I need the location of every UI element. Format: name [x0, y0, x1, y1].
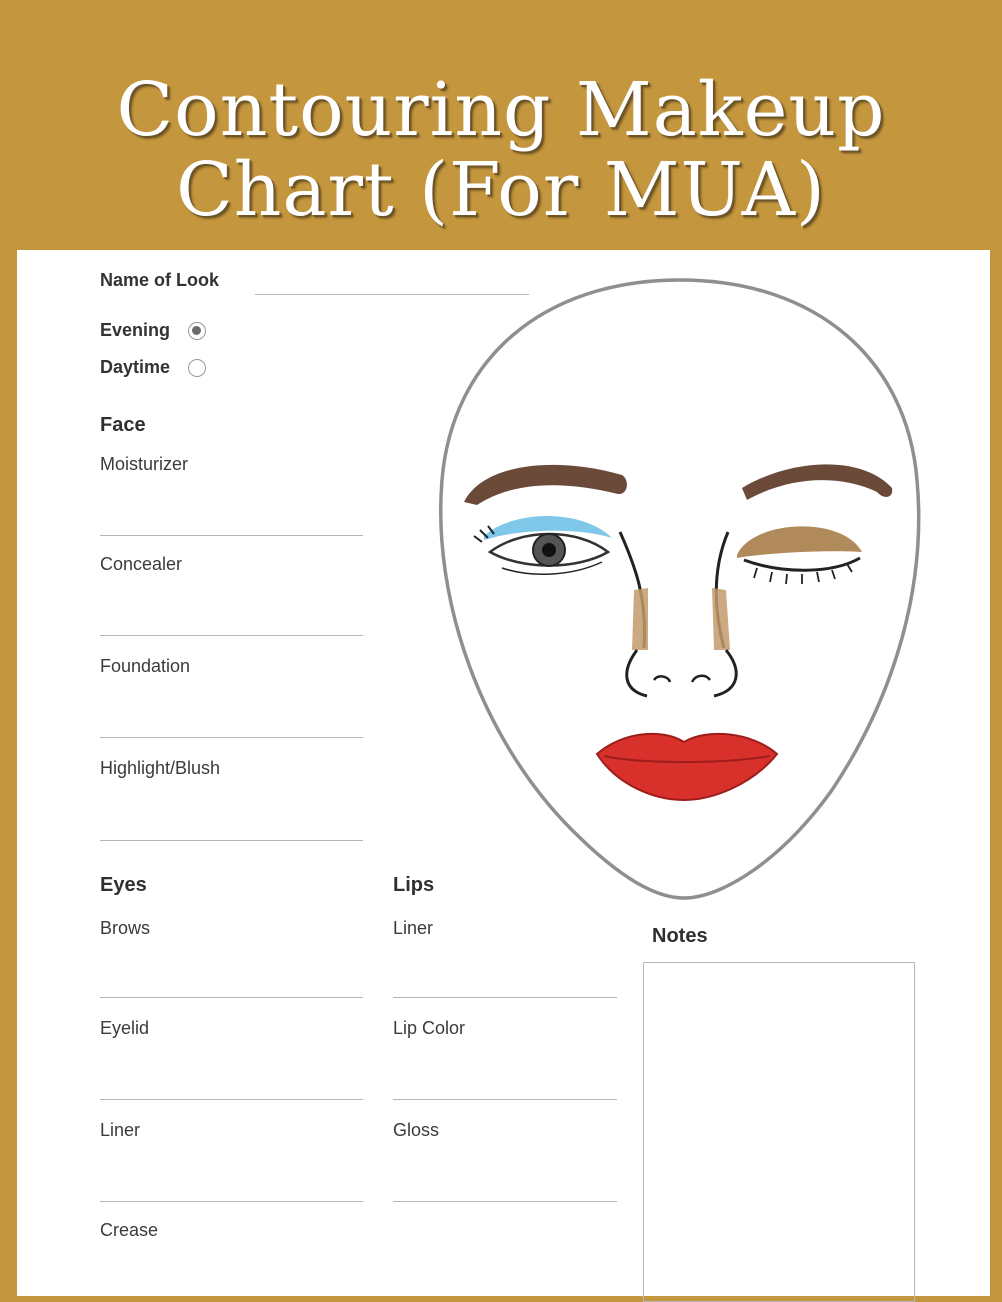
left-pupil [542, 543, 556, 557]
radio-unselected-icon[interactable] [188, 359, 206, 377]
gloss-field[interactable] [393, 1201, 617, 1202]
name-of-look-label: Name of Look [100, 270, 220, 290]
eyes-heading: Eyes [100, 874, 147, 896]
eyelid-label: Eyelid [100, 1018, 150, 1038]
title-line-1: Contouring Makeup [116, 67, 886, 153]
notes-box[interactable] [643, 962, 915, 1302]
lip-liner-label: Liner [393, 918, 434, 938]
lip-liner-field[interactable] [393, 997, 617, 998]
lip-color-field[interactable] [393, 1099, 617, 1100]
worksheet [17, 250, 990, 1296]
foundation-field[interactable] [100, 737, 363, 738]
page-title [0, 67, 1002, 233]
eyelid-field[interactable] [100, 1099, 363, 1100]
face-outline-illustration [422, 270, 942, 910]
brows-field[interactable] [100, 997, 363, 998]
eye-liner-label: Liner [100, 1120, 141, 1140]
lips-heading: Lips [393, 874, 435, 896]
crease-label: Crease [100, 1220, 159, 1240]
daytime-option-label: Daytime [100, 357, 171, 377]
moisturizer-label: Moisturizer [100, 454, 189, 474]
foundation-label: Foundation [100, 656, 191, 676]
lip-color-label: Lip Color [393, 1018, 466, 1038]
contour-left [632, 588, 648, 650]
highlight-blush-label: Highlight/Blush [100, 758, 221, 778]
eye-liner-field[interactable] [100, 1201, 363, 1202]
evening-option-label: Evening [100, 320, 171, 340]
moisturizer-field[interactable] [100, 535, 363, 536]
face-heading: Face [100, 414, 146, 436]
title-line-2: Chart (For MUA) [176, 147, 826, 233]
radio-selected-icon[interactable] [188, 322, 206, 340]
concealer-field[interactable] [100, 635, 363, 636]
gloss-label: Gloss [393, 1120, 440, 1140]
brows-label: Brows [100, 918, 151, 938]
concealer-label: Concealer [100, 554, 183, 574]
notes-heading: Notes [652, 925, 708, 947]
head-outline [441, 280, 919, 898]
highlight-blush-field[interactable] [100, 840, 363, 841]
